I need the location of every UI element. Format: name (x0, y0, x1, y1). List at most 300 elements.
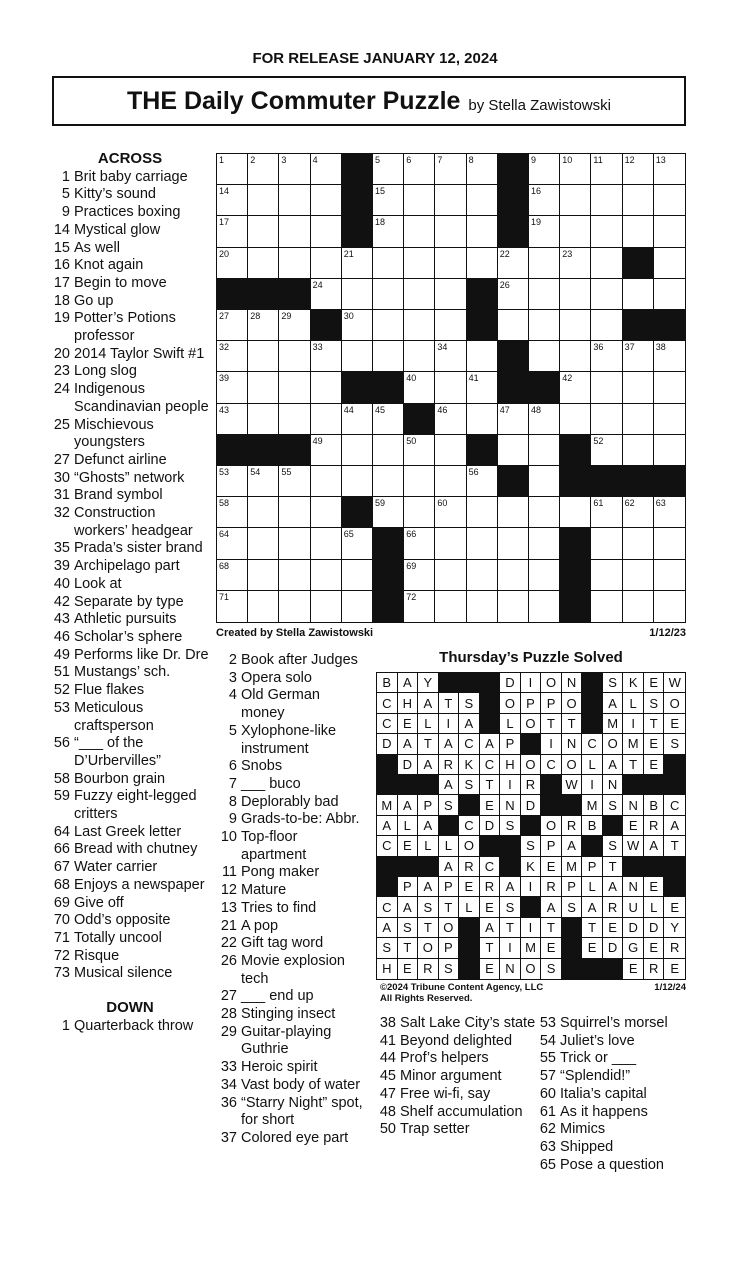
clue-text: “Starry Night” spot, for short (241, 1094, 363, 1129)
grid-cell[interactable] (342, 560, 373, 591)
clue-text: Trick or ___ (560, 1050, 637, 1067)
cell-number: 32 (219, 342, 230, 353)
clue-text: Brit baby carriage (74, 168, 188, 185)
grid-cell[interactable] (560, 248, 591, 279)
grid-cell[interactable] (248, 154, 279, 185)
grid-cell[interactable] (591, 185, 622, 216)
grid-cell[interactable] (623, 279, 654, 310)
grid-cell[interactable] (529, 528, 560, 559)
grid-cell[interactable] (560, 497, 591, 528)
grid-cell[interactable] (342, 435, 373, 466)
grid-cell[interactable] (467, 154, 498, 185)
grid-cell[interactable] (623, 404, 654, 435)
grid-cell[interactable] (217, 591, 248, 622)
grid-cell[interactable] (279, 528, 310, 559)
grid-cell[interactable] (311, 560, 342, 591)
clue-number: 47 (379, 1085, 396, 1102)
clue-number: 39 (53, 558, 70, 575)
grid-cell[interactable] (529, 341, 560, 372)
black-square (248, 279, 279, 310)
cell-number: 53 (219, 467, 230, 477)
grid-cell[interactable] (279, 591, 310, 622)
grid-cell[interactable] (498, 591, 529, 622)
across-clues-column (50, 150, 210, 1035)
solved-letter: C (377, 693, 398, 713)
grid-cell[interactable] (467, 528, 498, 559)
solved-letter: E (398, 959, 419, 979)
grid-cell[interactable] (404, 435, 435, 466)
clue-text: Old German money (241, 687, 320, 722)
clue-number: 27 (53, 451, 70, 468)
cell-number: 10 (562, 155, 573, 165)
cell-number: 73 (562, 591, 573, 602)
grid-cell[interactable] (435, 372, 466, 403)
down-clues-column-3 (376, 1015, 536, 1139)
grid-cell[interactable] (373, 497, 404, 528)
grid-cell[interactable] (654, 435, 685, 466)
grid-cell[interactable] (498, 248, 529, 279)
grid-cell[interactable] (248, 497, 279, 528)
grid-cell[interactable] (311, 154, 342, 185)
grid-cell[interactable] (560, 372, 591, 403)
grid-cell[interactable] (279, 154, 310, 185)
solved-letter: C (541, 755, 562, 775)
clue-item (50, 594, 210, 612)
clue-item (50, 647, 210, 665)
grid-cell[interactable] (342, 591, 373, 622)
grid-cell[interactable] (248, 341, 279, 372)
clue-item (50, 558, 210, 576)
solved-black-square (480, 714, 501, 734)
solved-letter: T (480, 775, 501, 795)
clue-number: 69 (53, 894, 70, 911)
grid-cell[interactable] (623, 435, 654, 466)
cell-number: 38 (655, 342, 666, 353)
grid-cell[interactable] (279, 372, 310, 403)
grid-cell[interactable] (404, 154, 435, 185)
cell-number: 41 (468, 373, 479, 384)
grid-cell[interactable] (435, 248, 466, 279)
clue-number: 18 (53, 292, 70, 309)
grid-cell[interactable] (591, 528, 622, 559)
grid-cell[interactable] (623, 591, 654, 622)
clue-item (50, 912, 210, 930)
clue-item (536, 1086, 688, 1104)
grid-cell[interactable] (279, 248, 310, 279)
grid-cell[interactable] (311, 466, 342, 497)
grid-cell[interactable] (217, 341, 248, 372)
grid-cell[interactable] (435, 497, 466, 528)
grid-cell[interactable] (404, 310, 435, 341)
grid-cell[interactable] (435, 466, 466, 497)
solved-letter: R (664, 938, 685, 958)
clue-text: Squirrel’s morsel (560, 1015, 668, 1031)
solved-letter: T (623, 755, 644, 775)
grid-cell[interactable] (529, 310, 560, 341)
grid-cell[interactable] (435, 560, 466, 591)
grid-cell[interactable] (529, 497, 560, 528)
solved-letter: E (644, 673, 665, 693)
grid-cell[interactable] (248, 528, 279, 559)
grid-cell[interactable] (560, 185, 591, 216)
clue-item (536, 1139, 688, 1157)
grid-cell[interactable] (529, 279, 560, 310)
created-by: Created by Stella Zawistowski (216, 627, 374, 639)
grid-cell[interactable] (654, 528, 685, 559)
clue-number: 16 (53, 257, 70, 274)
grid-cell[interactable] (467, 497, 498, 528)
solved-letter: R (644, 959, 665, 979)
grid-cell[interactable] (373, 310, 404, 341)
grid-cell[interactable] (248, 310, 279, 341)
grid-cell[interactable] (342, 248, 373, 279)
clue-number: 33 (220, 1059, 237, 1076)
grid-cell[interactable] (654, 216, 685, 247)
grid-cell[interactable] (248, 466, 279, 497)
clue-number: 10 (220, 829, 237, 846)
grid-cell[interactable] (435, 279, 466, 310)
clue-text: Long slog (74, 363, 137, 380)
solved-letter: M (377, 795, 398, 815)
black-square (498, 216, 529, 247)
solved-letter: S (562, 897, 583, 917)
grid-cell[interactable] (591, 310, 622, 341)
grid-cell[interactable] (529, 560, 560, 591)
grid-cell[interactable] (498, 497, 529, 528)
grid-cell[interactable] (591, 154, 622, 185)
grid-cell[interactable] (373, 154, 404, 185)
grid-cell[interactable] (248, 560, 279, 591)
clue-text: Juliet’s love (560, 1032, 635, 1049)
grid-cell[interactable] (311, 216, 342, 247)
grid-cell[interactable] (217, 154, 248, 185)
grid-cell[interactable] (373, 185, 404, 216)
grid-cell[interactable] (217, 310, 248, 341)
grid-cell[interactable] (404, 591, 435, 622)
grid-cell[interactable] (279, 404, 310, 435)
grid-cell[interactable] (404, 185, 435, 216)
grid-cell[interactable] (279, 341, 310, 372)
clue-item (212, 670, 364, 688)
grid-cell[interactable] (248, 372, 279, 403)
solved-letter: O (500, 693, 521, 713)
grid-cell[interactable] (560, 341, 591, 372)
grid-cell[interactable] (498, 279, 529, 310)
cell-number: 29 (281, 311, 292, 321)
solved-letter: T (439, 897, 460, 917)
grid-cell[interactable] (373, 341, 404, 372)
clue-text: Archipelago part (74, 558, 180, 575)
black-square (560, 528, 591, 559)
solved-letter: P (398, 877, 419, 897)
clue-item (50, 948, 210, 966)
grid-cell[interactable] (654, 185, 685, 216)
grid-cell[interactable] (311, 185, 342, 216)
grid-cell[interactable] (591, 560, 622, 591)
grid-cell[interactable] (217, 372, 248, 403)
clue-number: 17 (53, 274, 70, 291)
clue-number: 52 (53, 682, 70, 699)
clue-item (50, 788, 210, 823)
solved-letter: T (664, 836, 685, 856)
grid-cell[interactable] (529, 591, 560, 622)
grid-cell[interactable] (529, 404, 560, 435)
grid-cell[interactable] (342, 279, 373, 310)
grid-cell[interactable] (435, 185, 466, 216)
grid-cell[interactable] (311, 497, 342, 528)
grid-cell[interactable] (373, 466, 404, 497)
solved-letter: O (541, 816, 562, 836)
clue-number: 15 (53, 239, 70, 256)
grid-cell[interactable] (342, 310, 373, 341)
cell-number: 57 (562, 467, 573, 477)
solved-letter: R (541, 877, 562, 897)
grid-cell[interactable] (467, 404, 498, 435)
grid-cell[interactable] (654, 560, 685, 591)
grid-cell[interactable] (591, 279, 622, 310)
grid-cell[interactable] (623, 560, 654, 591)
solved-black-square (459, 795, 480, 815)
grid-cell[interactable] (217, 185, 248, 216)
grid-cell[interactable] (529, 248, 560, 279)
grid-cell[interactable] (560, 279, 591, 310)
grid-cell[interactable] (404, 372, 435, 403)
grid-cell[interactable] (591, 404, 622, 435)
grid-cell[interactable] (498, 435, 529, 466)
cell-number: 14 (219, 186, 230, 197)
solved-letter: A (644, 836, 665, 856)
clue-text: Practices boxing (74, 204, 181, 221)
black-square (498, 372, 529, 403)
grid-cell[interactable] (560, 310, 591, 341)
solved-black-square (459, 938, 480, 958)
grid-cell[interactable] (467, 248, 498, 279)
grid-cell[interactable] (654, 154, 685, 185)
grid-cell[interactable] (529, 216, 560, 247)
grid-cell[interactable] (498, 404, 529, 435)
solved-letter: A (480, 734, 501, 754)
grid-cell[interactable] (654, 404, 685, 435)
grid-cell[interactable] (435, 341, 466, 372)
grid-cell[interactable] (435, 154, 466, 185)
grid-cell[interactable] (342, 466, 373, 497)
grid-cell[interactable] (279, 560, 310, 591)
grid-cell[interactable] (311, 435, 342, 466)
grid-cell[interactable] (591, 591, 622, 622)
grid-cell[interactable] (311, 248, 342, 279)
grid-cell[interactable] (529, 154, 560, 185)
grid-cell[interactable] (311, 372, 342, 403)
clue-text: Water carrier (74, 859, 158, 876)
grid-cell[interactable] (654, 372, 685, 403)
clue-item (50, 275, 210, 293)
grid-cell[interactable] (279, 497, 310, 528)
grid-cell[interactable] (591, 497, 622, 528)
grid-cell[interactable] (591, 435, 622, 466)
grid-cell[interactable] (311, 528, 342, 559)
grid-cell[interactable] (591, 216, 622, 247)
grid-cell[interactable] (435, 528, 466, 559)
grid-cell[interactable] (560, 154, 591, 185)
clue-text: Gift tag word (241, 935, 324, 952)
grid-cell[interactable] (217, 216, 248, 247)
grid-cell[interactable] (623, 185, 654, 216)
solved-letter: A (603, 693, 624, 713)
grid-cell[interactable] (498, 528, 529, 559)
grid-cell[interactable] (435, 310, 466, 341)
grid-cell[interactable] (373, 248, 404, 279)
solved-letter: A (418, 816, 439, 836)
grid-cell[interactable] (529, 435, 560, 466)
clue-item (50, 895, 210, 913)
grid-cell[interactable] (373, 279, 404, 310)
grid-cell[interactable] (623, 341, 654, 372)
solved-letter: I (541, 734, 562, 754)
clue-item (50, 310, 210, 345)
grid-cell[interactable] (654, 248, 685, 279)
solved-letter: S (439, 959, 460, 979)
grid-cell[interactable] (591, 341, 622, 372)
black-square (529, 372, 560, 403)
solved-letter: S (459, 775, 480, 795)
grid-cell[interactable] (248, 248, 279, 279)
grid-cell[interactable] (279, 310, 310, 341)
grid-cell[interactable] (529, 185, 560, 216)
grid-cell[interactable] (591, 248, 622, 279)
grid-cell[interactable] (404, 466, 435, 497)
grid-cell[interactable] (404, 560, 435, 591)
grid-cell[interactable] (560, 404, 591, 435)
grid-cell[interactable] (435, 591, 466, 622)
black-square (467, 279, 498, 310)
grid-cell[interactable] (217, 497, 248, 528)
grid-cell[interactable] (373, 404, 404, 435)
cell-number: 28 (250, 311, 261, 321)
solved-letter: A (603, 877, 624, 897)
cell-number: 72 (406, 591, 417, 602)
solved-letter: T (418, 734, 439, 754)
grid-cell[interactable] (342, 404, 373, 435)
copyright-line: ©2024 Tribune Content Agency, LLC (380, 982, 544, 993)
grid-cell[interactable] (467, 216, 498, 247)
solved-letter: L (418, 714, 439, 734)
solved-letter: A (439, 734, 460, 754)
grid-cell[interactable] (529, 466, 560, 497)
clue-text: Mimics (560, 1121, 606, 1138)
grid-cell[interactable] (654, 497, 685, 528)
grid-cell[interactable] (404, 341, 435, 372)
solved-letter: S (541, 959, 562, 979)
grid-cell[interactable] (623, 154, 654, 185)
solved-letter: E (582, 938, 603, 958)
grid-cell[interactable] (279, 466, 310, 497)
grid-cell[interactable] (591, 372, 622, 403)
grid-cell[interactable] (217, 528, 248, 559)
grid-cell[interactable] (404, 248, 435, 279)
solved-letter: E (664, 714, 685, 734)
solved-black-square (562, 795, 583, 815)
grid-cell[interactable] (560, 216, 591, 247)
solved-black-square (377, 877, 398, 897)
grid-cell[interactable] (467, 560, 498, 591)
grid-cell[interactable] (467, 341, 498, 372)
grid-cell[interactable] (467, 466, 498, 497)
grid-cell[interactable] (654, 279, 685, 310)
solved-letter: D (480, 816, 501, 836)
clue-item (50, 346, 210, 364)
grid-cell[interactable] (623, 372, 654, 403)
grid-cell[interactable] (654, 591, 685, 622)
clue-text: Opera solo (241, 669, 312, 686)
grid-cell[interactable] (373, 216, 404, 247)
grid-cell[interactable] (435, 404, 466, 435)
grid-cell[interactable] (217, 466, 248, 497)
grid-cell[interactable] (248, 185, 279, 216)
grid-cell[interactable] (404, 279, 435, 310)
grid-cell[interactable] (217, 560, 248, 591)
grid-cell[interactable] (498, 560, 529, 591)
grid-cell[interactable] (311, 279, 342, 310)
solved-black-square (418, 857, 439, 877)
grid-cell[interactable] (342, 341, 373, 372)
grid-cell[interactable] (404, 497, 435, 528)
clue-item (376, 1050, 536, 1068)
grid-cell[interactable] (467, 372, 498, 403)
grid-cell[interactable] (435, 435, 466, 466)
solved-letter: O (459, 836, 480, 856)
grid-cell[interactable] (217, 248, 248, 279)
clue-number: 36 (220, 1094, 237, 1111)
grid-cell[interactable] (623, 528, 654, 559)
grid-cell[interactable] (311, 341, 342, 372)
grid-cell[interactable] (311, 591, 342, 622)
solved-letter: B (644, 795, 665, 815)
grid-cell[interactable] (248, 216, 279, 247)
grid-cell[interactable] (311, 404, 342, 435)
grid-cell[interactable] (279, 216, 310, 247)
grid-cell[interactable] (435, 216, 466, 247)
cell-number: 62 (624, 498, 635, 509)
clue-number: 43 (53, 611, 70, 628)
grid-cell[interactable] (654, 341, 685, 372)
cell-number: 19 (531, 217, 542, 228)
grid-cell[interactable] (404, 528, 435, 559)
clue-item (212, 829, 364, 864)
solved-letter: T (500, 918, 521, 938)
grid-cell[interactable] (498, 310, 529, 341)
grid-cell[interactable] (373, 435, 404, 466)
grid-cell[interactable] (623, 216, 654, 247)
grid-cell[interactable] (467, 591, 498, 622)
solved-letter: L (418, 836, 439, 856)
grid-cell[interactable] (248, 591, 279, 622)
grid-cell[interactable] (248, 404, 279, 435)
cell-number: 56 (468, 467, 479, 477)
clue-text: Look at (74, 575, 122, 592)
clue-item (50, 470, 210, 488)
grid-cell[interactable] (404, 216, 435, 247)
grid-cell[interactable] (467, 185, 498, 216)
clue-number: 66 (53, 841, 70, 858)
grid-cell[interactable] (279, 185, 310, 216)
grid-cell[interactable] (623, 497, 654, 528)
grid-cell[interactable] (217, 404, 248, 435)
title-box (52, 76, 686, 126)
grid-cell[interactable] (342, 528, 373, 559)
solved-letter: H (377, 959, 398, 979)
solved-letter: A (418, 755, 439, 775)
solved-black-square (582, 693, 603, 713)
